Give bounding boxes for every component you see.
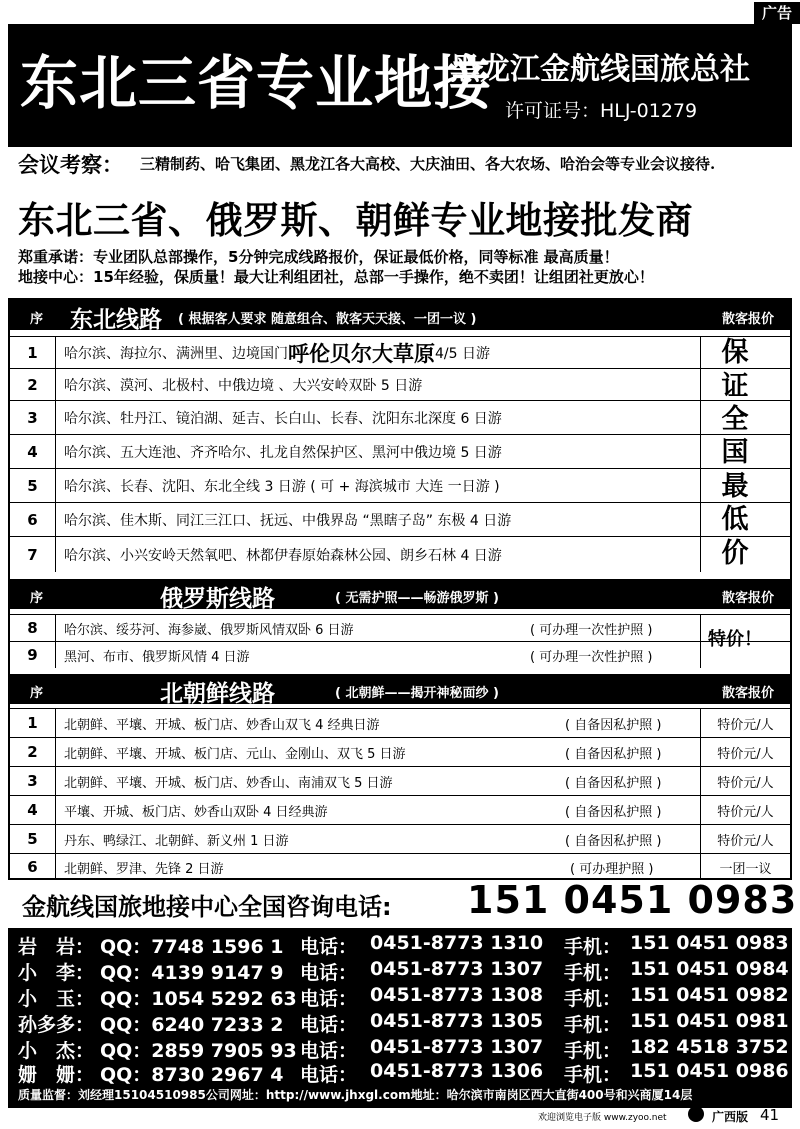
contact-qq: QQ：1054 5292 63 [100, 988, 297, 1010]
route-text: 哈尔滨、佳木斯、同江三江口、抚远、中俄界岛 “黑瞎子岛” 东极 4 日游 [64, 512, 512, 529]
route-row [10, 400, 790, 434]
headline: 东北三省、俄罗斯、朝鲜专业地接批发商 [18, 199, 693, 242]
route-number: 1 [10, 709, 56, 737]
license-number: 许可证号：HLJ-01279 [505, 100, 698, 122]
route-number: 6 [10, 854, 56, 880]
route-number: 9 [10, 642, 56, 668]
edition-label: 广西版 [712, 1110, 749, 1124]
contact-name: 孙多多： [18, 1014, 95, 1036]
guarantee-char: 价 [721, 537, 749, 569]
contact-mobile: 151 0451 0984 [630, 958, 789, 980]
route-note: ( 自备因私护照 ) [565, 746, 662, 762]
route-row [10, 614, 790, 641]
contact-tel: 0451-8773 1307 [370, 958, 544, 980]
route-number: 4 [10, 796, 56, 824]
russia-subtitle: ( 无需护照——畅游俄罗斯 ) [335, 591, 499, 606]
contact-tel-label: 电话： [300, 1064, 358, 1086]
northeast-subtitle: ( 根据客人要求 随意组合、散客天天接、一团一议 ) [178, 312, 477, 327]
route-number: 8 [10, 615, 56, 641]
contact-tel: 0451-8773 1305 [370, 1010, 544, 1032]
slogan-center: 地接中心：15年经验，保质量！最大让利组团社，总部一手操作，绝不卖团！让组团社更放心！ [18, 268, 654, 286]
contact-tel: 0451-8773 1308 [370, 984, 544, 1006]
price-cell: 特价元/人 [700, 825, 790, 853]
route-note: ( 可办理一次性护照 ) [530, 649, 653, 665]
footer-info: 质量监督：刘经理15104510985公司网址：http://www.jhxgl.com地址：哈尔滨市南岗区西大直街400号和兴商厦14层 [18, 1088, 693, 1102]
route-number: 7 [10, 537, 56, 572]
contact-tel: 0451-8773 1306 [370, 1060, 544, 1082]
route-text: 哈尔滨、漠河、北极村、中俄边境 、大兴安岭双卧 5 日游 [64, 377, 423, 394]
contact-row [8, 1010, 792, 1036]
route-text: 北朝鲜、平壤、开城、板门店、元山、金刚山、双飞 5 日游 [64, 746, 406, 762]
contact-mobile-label: 手机： [564, 1064, 622, 1086]
route-text: 哈尔滨、牡丹江、镜泊湖、延吉、长白山、长春、沈阳东北深度 6 日游 [64, 410, 502, 427]
route-note: ( 自备因私护照 ) [565, 775, 662, 791]
route-number: 5 [10, 469, 56, 502]
contact-tel-label: 电话： [300, 988, 358, 1010]
price-cell: 特价元/人 [700, 767, 790, 795]
route-note: ( 可办理一次性护照 ) [530, 622, 653, 638]
russia-title: 俄罗斯线路 [160, 586, 275, 612]
route-note: ( 可办理护照 ) [570, 861, 654, 877]
guarantee-char: 低 [721, 504, 749, 536]
agency-name: 黑龙江金航线国旅总社 [450, 52, 750, 87]
route-text: 哈尔滨、小兴安岭天然氧吧、林都伊春原始森林公园、朗乡石林 4 日游 [64, 547, 502, 564]
special-price: 特价！ [708, 629, 762, 650]
routes-table [8, 298, 792, 880]
route-number: 2 [10, 369, 56, 400]
korea-title: 北朝鲜线路 [160, 681, 275, 707]
hotline-label: 金航线国旅地接中心全国咨询电话: [22, 893, 392, 921]
seq-header: 序 [30, 686, 44, 701]
page-number: 41 [760, 1106, 780, 1124]
price-cell: 特价元/人 [700, 738, 790, 766]
russia-header [10, 579, 790, 612]
ad-tag: 广告 [754, 2, 800, 24]
publication-logo-icon [688, 1106, 704, 1122]
northeast-title: 东北线路 [70, 307, 162, 333]
route-text: 丹东、鸭绿江、北朝鲜、新义州 1 日游 [64, 833, 289, 849]
route-text: 北朝鲜、罗津、先锋 2 日游 [64, 861, 224, 877]
route-text: 平壤、开城、板门店、妙香山双卧 4 日经典游 [64, 804, 328, 820]
contact-qq: QQ：7748 1596 1 [100, 936, 284, 958]
contact-mobile: 182 4518 3752 [630, 1036, 789, 1058]
contact-qq: QQ：2859 7905 93 [100, 1040, 297, 1062]
route-row [10, 853, 790, 880]
price-header: 散客报价 [721, 686, 774, 701]
contact-tel: 0451-8773 1310 [370, 932, 544, 954]
contact-mobile: 151 0451 0986 [630, 1060, 789, 1082]
contact-row [8, 1036, 792, 1062]
route-text: 哈尔滨、绥芬河、海参崴、俄罗斯风情双卧 6 日游 [64, 622, 354, 638]
route-row [10, 536, 790, 572]
route-row [10, 708, 790, 737]
route-row [10, 468, 790, 502]
guarantee-char: 证 [721, 370, 749, 402]
contact-name: 岩 岩： [18, 936, 95, 958]
contact-qq: QQ：4139 9147 9 [100, 962, 284, 984]
price-header: 散客报价 [721, 312, 774, 327]
contact-name: 小 李： [18, 962, 95, 984]
contact-tel-label: 电话： [300, 936, 358, 958]
route-note: ( 自备因私护照 ) [565, 804, 662, 820]
route-text: 黑河、布市、俄罗斯风情 4 日游 [64, 649, 250, 665]
contact-mobile-label: 手机： [564, 1040, 622, 1062]
price-cell: 特价元/人 [700, 709, 790, 737]
route-number: 1 [10, 337, 56, 368]
route-text: 哈尔滨、海拉尔、满洲里、边境国门 呼伦贝尔大草原 4/5 日游 [64, 337, 490, 368]
guarantee-char: 国 [721, 437, 749, 469]
contact-row [8, 984, 792, 1010]
contact-mobile-label: 手机： [564, 988, 622, 1010]
route-number: 6 [10, 503, 56, 536]
route-row [10, 641, 790, 668]
northeast-header [10, 300, 790, 333]
contact-tel-label: 电话： [300, 962, 358, 984]
contact-tel: 0451-8773 1307 [370, 1036, 544, 1058]
contacts-panel [8, 928, 792, 1108]
route-number: 3 [10, 401, 56, 434]
route-row [10, 766, 790, 795]
route-text: 北朝鲜、平壤、开城、板门店、妙香山、南浦双飞 5 日游 [64, 775, 393, 791]
korea-subtitle: ( 北朝鲜——揭开神秘面纱 ) [335, 686, 499, 701]
route-row [10, 824, 790, 853]
guarantee-char: 保 [721, 337, 749, 369]
contact-mobile: 151 0451 0981 [630, 1010, 789, 1032]
seq-header: 序 [30, 591, 44, 606]
contact-name: 姗 姗： [18, 1064, 95, 1086]
seq-header: 序 [30, 312, 44, 327]
contact-qq: QQ：8730 2967 4 [100, 1064, 284, 1086]
contact-mobile: 151 0451 0983 [630, 932, 789, 954]
price-cell: 特价元/人 [700, 796, 790, 824]
contact-row [8, 932, 792, 958]
route-number: 2 [10, 738, 56, 766]
route-row [10, 368, 790, 400]
route-highlight: 呼伦贝尔大草原 [288, 341, 435, 366]
price-header: 散客报价 [721, 591, 774, 606]
contact-mobile-label: 手机： [564, 1014, 622, 1036]
contact-mobile-label: 手机： [564, 962, 622, 984]
contact-mobile: 151 0451 0982 [630, 984, 789, 1006]
contact-tel-label: 电话： [300, 1014, 358, 1036]
hotline-number: 151 0451 0983 [467, 878, 798, 922]
contact-name: 小 杰： [18, 1040, 95, 1062]
route-text: 北朝鲜、平壤、开城、板门店、妙香山双飞 4 经典日游 [64, 717, 380, 733]
main-title: 东北三省专业地接 [20, 49, 493, 117]
route-row [10, 336, 790, 368]
price-cell: 一团一议 [700, 854, 790, 880]
route-row [10, 434, 790, 468]
route-note: ( 自备因私护照 ) [565, 833, 662, 849]
contact-tel-label: 电话： [300, 1040, 358, 1062]
guarantee-lowest-price [692, 336, 778, 570]
route-number: 4 [10, 435, 56, 468]
route-note: ( 自备因私护照 ) [565, 717, 662, 733]
meeting-text: 三精制药、哈飞集团、黑龙江各大高校、大庆油田、各大农场、哈治会等专业会议接待. [140, 155, 716, 173]
route-row [10, 795, 790, 824]
contact-name: 小 玉： [18, 988, 95, 1010]
contact-qq: QQ：6240 7233 2 [100, 1014, 284, 1036]
route-row [10, 737, 790, 766]
guarantee-char: 全 [721, 404, 749, 436]
korea-header [10, 674, 790, 707]
contact-row [8, 958, 792, 984]
route-number: 5 [10, 825, 56, 853]
slogan-promise: 郑重承诺：专业团队总部操作，5分钟完成线路报价，保证最低价格，同等标准 最高质量！ [18, 248, 619, 266]
contact-row [8, 1060, 792, 1086]
meeting-label: 会议考察： [18, 153, 123, 177]
route-text: 哈尔滨、长春、沈阳、东北全线 3 日游 ( 可 + 海滨城市 大连 一日游 ) [64, 478, 500, 495]
route-row [10, 502, 790, 536]
bottom-site-link: 欢迎浏览电子版 www.zyoo.net [538, 1113, 667, 1123]
contact-mobile-label: 手机： [564, 936, 622, 958]
route-text: 哈尔滨、五大连池、齐齐哈尔、扎龙自然保护区、黑河中俄边境 5 日游 [64, 444, 502, 461]
guarantee-char: 最 [721, 470, 749, 502]
route-number: 3 [10, 767, 56, 795]
